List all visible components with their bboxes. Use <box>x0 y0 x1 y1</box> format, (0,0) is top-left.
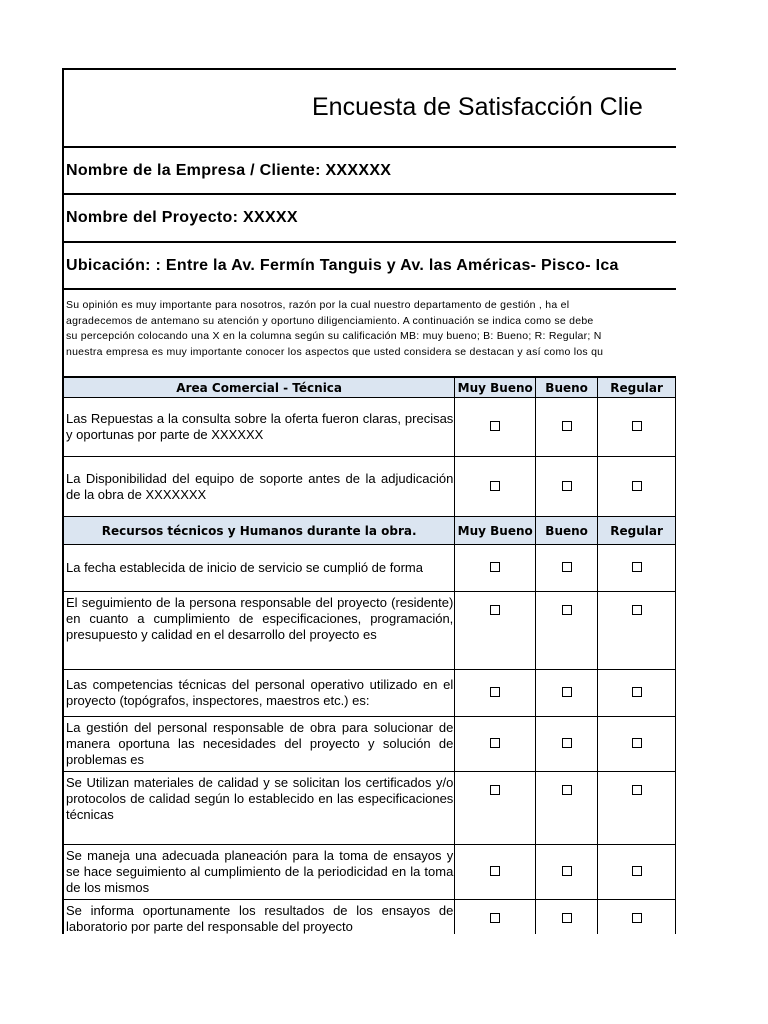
checkbox-regular[interactable] <box>632 605 642 615</box>
rating-cell <box>598 592 676 670</box>
intro-line: su percepción colocando una X en la columna según su calificación MB: muy bueno; B: Bueno; R: Regular; N <box>66 330 602 342</box>
section-header-row <box>63 517 676 545</box>
intro-line: Su opinión es muy importante para nosotros, razón por la cual nuestro departamento de gestión , ha el <box>66 299 570 311</box>
rating-cell <box>598 717 676 772</box>
rating-cell <box>455 670 536 717</box>
intro-line: nuestra empresa es muy importante conocer los aspectos que usted considera se destacan y así como los qu <box>66 345 604 358</box>
checkbox-bueno[interactable] <box>562 687 572 697</box>
checkbox-muy-bueno[interactable] <box>490 866 500 876</box>
question-text: Las Repuestas a la consulta sobre la oferta fueron claras, precisas y oportunas por parte de XXXXXX <box>63 398 455 457</box>
rating-cell <box>598 845 676 900</box>
checkbox-regular[interactable] <box>632 866 642 876</box>
question-text: El seguimiento de la persona responsable del proyecto (residente) en cuanto a cumplimiento de especificaciones, programación, presupuesto y calidad en el desarrollo del proyecto es <box>63 592 455 670</box>
rating-cell <box>455 717 536 772</box>
checkbox-muy-bueno[interactable] <box>490 605 500 615</box>
location-label: Ubicación: : Entre la Av. Fermín Tanguis y Av. las Américas- Pisco- Ica <box>66 256 619 274</box>
column-header-bueno: Bueno <box>536 517 598 545</box>
question-text: Se maneja una adecuada planeación para la toma de ensayos y se hace seguimiento al cumplimiento de la periodicidad en la toma de los mismos <box>63 845 455 900</box>
section-header-row <box>63 378 676 398</box>
question-text: La Disponibilidad del equipo de soporte antes de la adjudicación de la obra de XXXXXXX <box>63 457 455 517</box>
rating-cell <box>536 398 598 457</box>
question-row <box>63 772 676 845</box>
rating-cell <box>455 592 536 670</box>
survey-sheet <box>62 68 676 934</box>
rating-cell <box>598 398 676 457</box>
question-row <box>63 670 676 717</box>
checkbox-regular[interactable] <box>632 738 642 748</box>
location-row <box>62 241 676 288</box>
question-row <box>63 717 676 772</box>
rating-cell <box>536 717 598 772</box>
checkbox-bueno[interactable] <box>562 738 572 748</box>
rating-cell <box>536 592 598 670</box>
checkbox-bueno[interactable] <box>562 481 572 491</box>
question-text: La gestión del personal responsable de obra para solucionar de manera oportuna las necesidades del proyecto y solución de problemas es <box>63 717 455 772</box>
checkbox-bueno[interactable] <box>562 913 572 923</box>
question-row <box>63 457 676 517</box>
rating-cell <box>455 398 536 457</box>
column-header-regular: Regular <box>598 517 676 545</box>
rating-cell <box>598 670 676 717</box>
checkbox-regular[interactable] <box>632 481 642 491</box>
rating-cell <box>536 457 598 517</box>
checkbox-muy-bueno[interactable] <box>490 481 500 491</box>
rating-cell <box>536 900 598 935</box>
rating-cell <box>455 845 536 900</box>
checkbox-muy-bueno[interactable] <box>490 785 500 795</box>
title-row <box>62 68 676 146</box>
rating-cell <box>598 545 676 592</box>
rating-cell <box>455 900 536 935</box>
intro-line: agradecemos de antemano su atención y oportuno diligenciamiento. A continuación se indica como se debe <box>66 314 594 327</box>
rating-cell <box>536 845 598 900</box>
question-row <box>63 845 676 900</box>
checkbox-bueno[interactable] <box>562 562 572 572</box>
rating-cell <box>598 457 676 517</box>
checkbox-muy-bueno[interactable] <box>490 687 500 697</box>
checkbox-regular[interactable] <box>632 913 642 923</box>
question-row <box>63 398 676 457</box>
checkbox-muy-bueno[interactable] <box>490 562 500 572</box>
project-row <box>62 193 676 241</box>
rating-cell <box>536 772 598 845</box>
checkbox-bueno[interactable] <box>562 421 572 431</box>
rating-cell <box>536 670 598 717</box>
checkbox-regular[interactable] <box>632 562 642 572</box>
intro-block <box>62 288 676 378</box>
question-row <box>63 900 676 935</box>
checkbox-muy-bueno[interactable] <box>490 913 500 923</box>
rating-cell <box>598 900 676 935</box>
checkbox-regular[interactable] <box>632 687 642 697</box>
section-title: Recursos técnicos y Humanos durante la obra. <box>63 517 455 545</box>
column-header-muy-bueno: Muy Bueno <box>455 378 536 398</box>
intro-text <box>66 298 603 360</box>
checkbox-bueno[interactable] <box>562 866 572 876</box>
column-header-bueno: Bueno <box>536 378 598 398</box>
column-header-muy-bueno: Muy Bueno <box>455 517 536 545</box>
checkbox-muy-bueno[interactable] <box>490 738 500 748</box>
checkbox-muy-bueno[interactable] <box>490 421 500 431</box>
question-text: Las competencias técnicas del personal operativo utilizado en el proyecto (topógrafos, inspectores, maestros etc.) es: <box>63 670 455 717</box>
survey-table <box>62 377 676 934</box>
survey-title: Encuesta de Satisfacción Clie <box>312 93 643 121</box>
rating-cell <box>455 457 536 517</box>
question-row <box>63 545 676 592</box>
rating-cell <box>455 545 536 592</box>
section-title: Area Comercial - Técnica <box>63 378 455 398</box>
question-row <box>63 592 676 670</box>
question-text: Se informa oportunamente los resultados de los ensayos de laboratorio por parte del responsable del proyecto <box>63 900 455 935</box>
checkbox-bueno[interactable] <box>562 785 572 795</box>
rating-cell <box>598 772 676 845</box>
company-name-label: Nombre de la Empresa / Cliente: XXXXXX <box>66 161 392 179</box>
checkbox-regular[interactable] <box>632 421 642 431</box>
rating-cell <box>536 545 598 592</box>
question-text: Se Utilizan materiales de calidad y se solicitan los certificados y/o protocolos de calidad según lo establecido en las especificaciones técnicas <box>63 772 455 845</box>
question-text: La fecha establecida de inicio de servicio se cumplió de forma <box>63 545 455 592</box>
rating-cell <box>455 772 536 845</box>
column-header-regular: Regular <box>598 378 676 398</box>
company-row <box>62 146 676 193</box>
checkbox-regular[interactable] <box>632 785 642 795</box>
checkbox-bueno[interactable] <box>562 605 572 615</box>
project-name-label: Nombre del Proyecto: XXXXX <box>66 209 298 226</box>
